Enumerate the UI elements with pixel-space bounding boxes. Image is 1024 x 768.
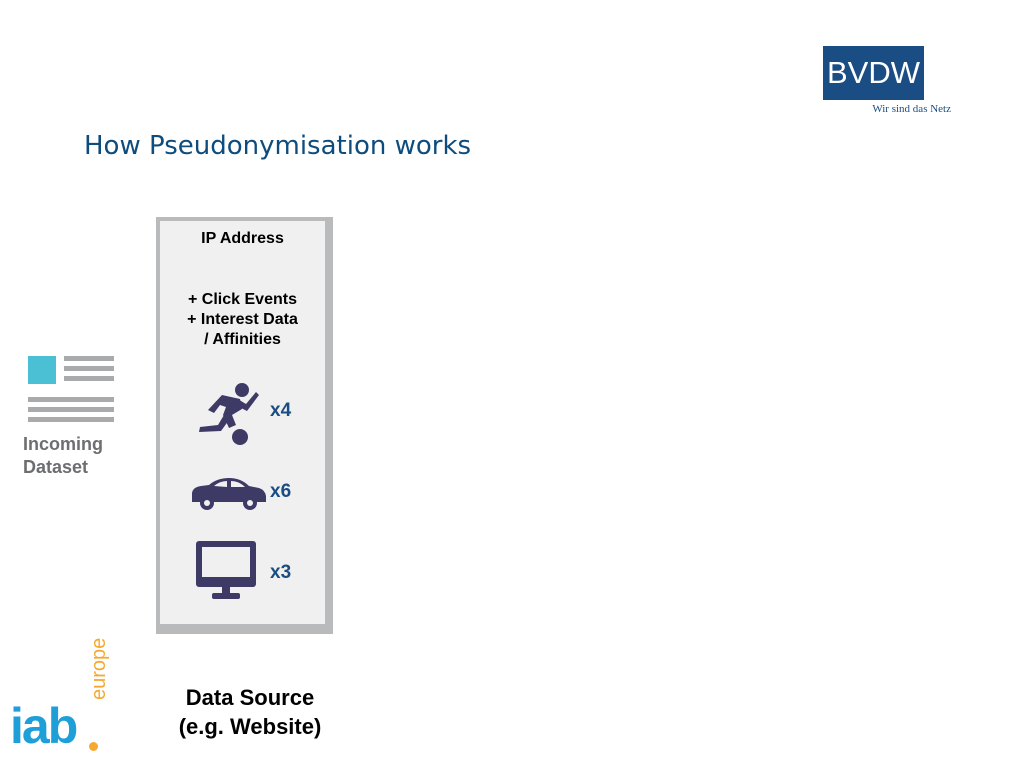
computer-monitor-icon: [195, 539, 257, 603]
iab-logo-europe: europe: [88, 637, 110, 700]
dataset-line: [28, 397, 114, 402]
car-count: x6: [270, 481, 292, 502]
iab-logo-dot: [89, 742, 98, 751]
incoming-dataset-label-line1: Incoming: [23, 434, 103, 454]
dataset-line: [28, 417, 114, 422]
incoming-dataset-label-line2: Dataset: [23, 457, 89, 477]
attribute-affinities: / Affinities: [204, 331, 281, 348]
dataset-line: [64, 376, 114, 381]
dataset-thumbnail: [28, 356, 56, 384]
bvdw-logo-tagline: Wir sind das Netz: [872, 103, 951, 115]
dataset-line: [64, 366, 114, 371]
data-source-label-line1: Data Source: [185, 685, 315, 710]
iab-europe-logo: [10, 637, 120, 758]
computer-count: x3: [270, 562, 292, 583]
football-count: x4: [270, 400, 292, 421]
dataset-line: [64, 356, 114, 361]
data-source-label: [150, 683, 350, 741]
dataset-line: [28, 407, 114, 412]
attribute-click-events: + Click Events: [188, 291, 297, 308]
bvdw-logo-wordmark: BVDW: [823, 46, 924, 100]
slide-title: How Pseudonymisation works: [84, 131, 472, 161]
ip-address-label: IP Address: [201, 230, 284, 247]
bvdw-logo: [823, 46, 953, 118]
football-player-icon: [196, 381, 262, 447]
incoming-dataset-label: [23, 433, 103, 479]
document-list-icon: [26, 354, 116, 426]
car-icon: [189, 476, 267, 510]
data-source-label-line2: (e.g. Website): [178, 714, 322, 739]
iab-logo-wordmark: iab: [10, 698, 77, 754]
data-source-panel: [160, 221, 325, 624]
attribute-interest-data: + Interest Data: [187, 311, 298, 328]
